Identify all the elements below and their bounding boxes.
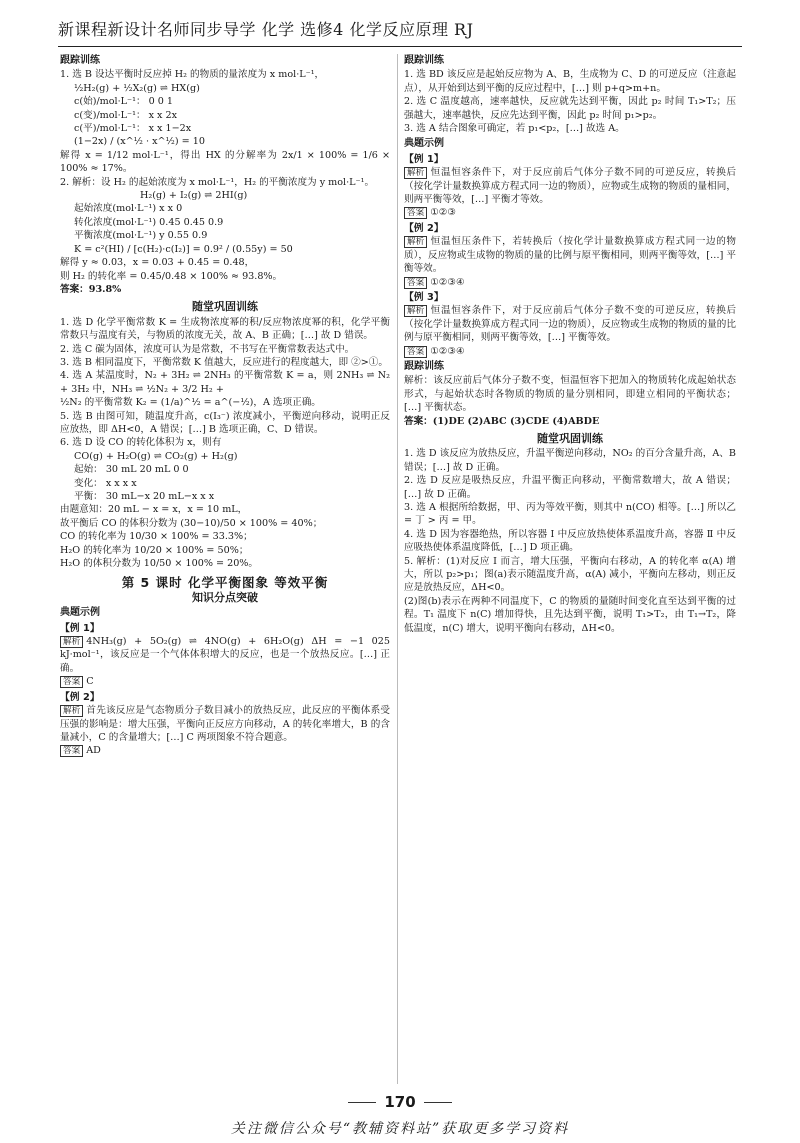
problem-1-solution: 解得 x = 1/12 mol·L⁻¹，得出 HX 的分解率为 2x/1 × 100% = 1/6 × 100% ≈ 17%。 [60,149,390,175]
consolidation-r5b: (2)图(b)表示在两种不同温度下，C 的物质的量随时间变化直至达到平衡的过程。T₁ 温度下 n(C) 增加得快，且先达到平衡，说明 T₁>T₂，由 T₁→T₂，降低温度，n(C) 增大，说明平衡向右移动，ΔH<0。 [404,595,736,634]
problem-1 [60,68,390,175]
problem-2-row: 起始浓度(mol·L⁻¹) x x 0 [74,203,183,215]
example-1 [60,622,390,689]
jiexi-label: 解析 [404,167,427,179]
example-r3-answer: ①②③④ [430,345,465,357]
answer-label: 答案 [60,745,83,757]
track-2-answer: 答案：(1)DE (2)ABC (3)CDE (4)ABDE [404,415,600,427]
example-1-answer: C [86,676,94,688]
consolidation-6-h2o-volume: H₂O 的体积分数为 10/50 × 100% = 20%。 [60,558,259,570]
page-number-text: 170 [384,1093,416,1111]
section-title-consolidation: 随堂巩固训练 [192,300,258,314]
problem-2-answer: 答案：93.8% [60,283,122,295]
consolidation-6 [60,436,390,570]
right-column [404,52,736,1087]
consolidation-r5a: 5. 解析：(1)对反应 Ⅰ 而言，增大压强，平衡向右移动，A 的转化率 α(A) 增大，所以 p₂>p₁；图(a)表示随温度升高，α(A) 减小，平衡向左移动，则正反应是放热反应，ΔH<0。 [404,555,736,594]
footer-note: 关注微信公众号“教辅资料站”获取更多学习资料 [230,1121,570,1137]
consolidation-6-volume: 故平衡后 CO 的体积分数为 (30−10)/50 × 100% = 40%； [60,517,323,529]
problem-2 [60,176,390,297]
section-title-track-2: 跟踪训练 [404,360,444,372]
answer-label: 答案 [404,207,427,219]
example-r2 [404,222,736,289]
section-title-consolidation: 随堂巩固训练 [537,431,603,445]
left-column [60,52,390,1087]
consolidation-r2: 2. 选 D 反应是吸热反应，升温平衡正向移动，平衡常数增大，故 A 错误；[…] 故 D 正确。 [404,475,736,500]
consolidation-1: 1. 选 D 化学平衡常数 K = 生成物浓度幂的积/反应物浓度幂的积，化学平衡常数只与温度有关，与物质的浓度无关，故 A、B 正确；[…] 故 D 错误。 [60,316,390,342]
example-1-explanation: 4NH₃(g) + 5O₂(g) ⇌ 4NO(g) + 6H₂O(g) ΔH = −1 025 kJ·mol⁻¹，该反应是一个气体体积增大的反应，也是一个放热反应。[…] 正确。 [60,636,390,674]
problem-1-row: c(平)/mol·L⁻¹： x x 1−2x [74,123,192,135]
jiexi-label: 解析 [60,636,83,648]
section-title-track: 跟踪训练 [404,55,444,66]
problem-2-conversion: 则 H₂ 的转化率 = 0.45/0.48 × 100% ≈ 93.8%。 [60,270,283,282]
problem-1-row: c(变)/mol·L⁻¹： x x 2x [74,109,178,121]
column-divider [397,54,398,1084]
example-r2-explanation: 恒温恒压条件下，若转换后（按化学计量数换算成方程式同一边的物质），反应物或生成物的物质的量的比例与原平衡相同，则两平衡等效，[…] 平衡等效。 [404,236,736,275]
answer-label: 答案 [60,676,83,688]
consolidation-r3: 3. 选 A 根据所给数据，甲、丙为等效平衡，则其中 n(CO) 相等。[…] 所以乙 = 丁 > 丙 = 甲。 [404,502,736,527]
track-2: 2. 选 C 温度越高，速率越快，反应就先达到平衡，因此 p₂ 时间 T₁>T₂；压强越大，速率越快，反应先达到平衡，因此 p₂ 时间 p₁>p₂。 [404,96,736,121]
problem-1-row: c(始)/mol·L⁻¹： 0 0 1 [74,96,174,108]
consolidation-r4: 4. 选 D 因为容器绝热，所以容器 Ⅰ 中反应放热使体系温度升高，容器 Ⅱ 中反应吸热使体系温度降低，[…] D 项正确。 [404,528,736,554]
example-2-tag: 【例 2】 [60,691,100,703]
consolidation-5: 5. 选 B 由图可知，随温度升高，c(I₃⁻) 浓度减小，平衡逆向移动，说明正反应放热，即 ΔH<0，A 错误；[…] B 选项正确，C、D 错误。 [60,410,390,435]
example-2-answer: AD [86,745,101,757]
page-number-dash-right [424,1102,452,1103]
consolidation-2: 2. 选 C 碳为固体，浓度可认为是常数，不书写在平衡常数表达式中。 [60,343,355,355]
header-title: 新课程新设计名师同步导学 化学 选修4 化学反应原理 RJ [58,20,474,39]
problem-1-k-expression: (1−2x) / (x^½ · x^½) = 10 [74,136,205,148]
example-r1 [404,153,736,220]
consolidation-4-line2: ½N₂ 的平衡常数 K₂ = (1/a)^½ = a^(−½)，A 选项正确。 [60,397,321,409]
page-number [0,1093,800,1111]
knowledge-title: 知识分点突破 [192,590,258,604]
section-title-track: 跟踪训练 [60,55,100,66]
answer-label: 答案 [404,277,427,289]
problem-2-reaction: H₂(g) + I₂(g) ⇌ 2HI(g) [140,190,248,202]
consolidation-6-h2o-conversion: H₂O 的转化率为 10/20 × 100% = 50%； [60,544,249,556]
answer-label: 答案 [404,346,427,358]
problem-2-solution: 解得 y ≈ 0.03，x = 0.03 + 0.45 = 0.48， [60,257,255,269]
problem-2-intro: 2. 解析：设 H₂ 的起始浓度为 x mol·L⁻¹，H₂ 的平衡浓度为 y mol·L⁻¹。 [60,176,375,188]
example-1-tag: 【例 1】 [60,622,100,634]
example-heading: 典题示例 [404,138,444,150]
lesson-title: 第 5 课时 化学平衡图象 等效平衡 [121,575,329,591]
jiexi-label: 解析 [404,305,427,317]
example-2 [60,691,390,758]
track-2-explanation: 解析：该反应前后气体分子数不变，恒温恒容下把加入的物质转化成起始状态形式，与起始状态时各物质的物质的量分别相同，即建立相同的平衡状态；[…] 平衡状态。 [404,375,736,414]
consolidation-r1: 1. 选 D 该反应为放热反应，升温平衡逆向移动，NO₂ 的百分含量升高，A、B 错误；[…] 故 D 正确。 [404,448,736,473]
page-number-dash-left [348,1102,376,1103]
problem-1-intro: 1. 选 B 设达平衡时反应掉 H₂ 的物质的量浓度为 x mol·L⁻¹， [60,69,325,81]
consolidation-6-row: 起始： 30 mL 20 mL 0 0 [74,464,189,476]
consolidation-6-row: 平衡： 30 mL−x 20 mL−x x x [74,491,215,502]
example-r1-answer: ①②③ [430,207,457,219]
problem-2-k-expression: K = c²(HI) / [c(H₂)·c(I₂)] = 0.9² / (0.55y) = 50 [74,243,293,255]
problem-1-reaction: ½H₂(g) + ½X₂(g) ⇌ HX(g) [74,82,200,94]
consolidation-6-note: 由题意知：20 mL − x = x，x = 10 mL， [60,504,248,516]
example-r2-answer: ①②③④ [430,276,465,288]
jiexi-label: 解析 [60,705,83,717]
consolidation-4-line1: 4. 选 A 某温度时，N₂ + 3H₂ ⇌ 2NH₃ 的平衡常数 K = a，则 2NH₃ ⇌ N₂ + 3H₂ 中，NH₃ ⇌ ½N₂ + 3/2 H₂ + [60,370,390,395]
example-r3-tag: 【例 3】 [404,291,444,303]
example-r1-explanation: 恒温恒容条件下，对于反应前后气体分子数不同的可逆反应，转换后（按化学计量数换算成方程式同一边的物质），应物或生成物的物质的量相同，则两平衡等效，[…] 平衡才等效。 [404,167,736,206]
example-2-explanation: 首先该反应是气态物质分子数目减小的放热反应，此反应的平衡体系受压强的影响是：增大压强，平衡向正反应方向移动，A 的转化率增大，B 的含量减小，C 的含量增大；[…] C 两项图象不符合题意。 [60,705,390,743]
track-1: 1. 选 BD 该反应是起始反应物为 A、B，生成物为 C、D 的可逆反应（注意起点），从开始到达到平衡的反应过程中，[…] 则 p+q>m+n。 [404,69,736,94]
example-r1-tag: 【例 1】 [404,153,444,165]
consolidation-6-reaction: CO(g) + H₂O(g) ⇌ CO₂(g) + H₂(g) [74,450,238,462]
problem-2-row: 转化浓度(mol·L⁻¹) 0.45 0.45 0.9 [74,216,224,228]
example-r3-explanation: 恒温恒容条件下，对于反应前后气体分子数不变的可逆反应，转换后（按化学计量数换算成方程式同一边的物质），反应物或生成物的物质的量的比例与原平衡相同，则两平衡等效，[…] 平衡等效。 [404,305,736,344]
consolidation-3: 3. 选 B 相同温度下，平衡常数 K 值越大，反应进行的程度越大，即 ②>①。 [60,356,388,368]
example-r2-tag: 【例 2】 [404,222,444,234]
problem-2-row: 平衡浓度(mol·L⁻¹) y 0.55 0.9 [74,230,208,242]
consolidation-6-co-conversion: CO 的转化率为 10/30 × 100% = 33.3%； [60,531,253,543]
consolidation-6-row: 变化： x x x x [74,477,137,489]
track-3: 3. 选 A 结合图象可确定，若 p₁<p₂，[…] 故选 A。 [404,123,625,135]
example-r3 [404,291,736,358]
jiexi-label: 解析 [404,236,427,248]
page-header [58,14,742,47]
consolidation-6-intro: 6. 选 D 设 CO 的转化体积为 x，则有 [60,437,222,449]
example-heading: 典题示例 [60,607,100,619]
